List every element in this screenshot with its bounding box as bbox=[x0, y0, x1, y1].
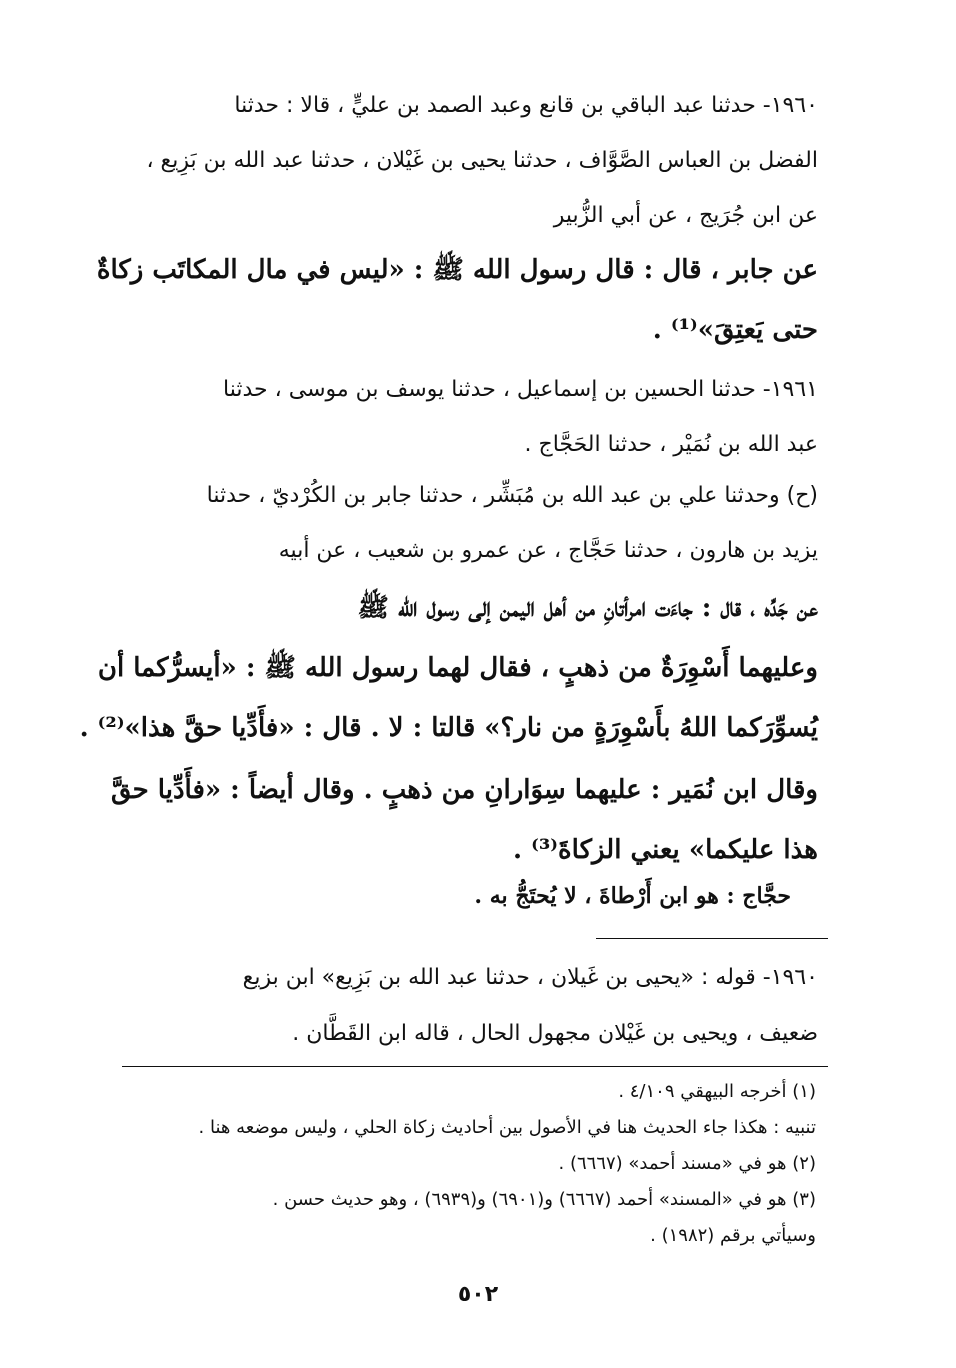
text-line: ١٩٦٠- حدثنا عبد الباقي بن قانع وعبد الصمد بن عليٍّ ، قالا : حدثنا bbox=[234, 93, 818, 118]
hadith-1961-variant bbox=[110, 760, 818, 880]
footnote-rule bbox=[122, 1066, 828, 1067]
footnote-2: (٢) هو في «مسند أحمد» (٦٦٦٧) . bbox=[558, 1153, 816, 1174]
annotation-1960 bbox=[128, 950, 818, 1062]
hadith-1961-matn bbox=[79, 578, 818, 758]
text-line: ١٩٦١- حدثنا الحسين بن إسماعيل ، حدثنا يوسف بن موسى ، حدثنا bbox=[223, 377, 818, 402]
hadith-1961-isnad-alt bbox=[128, 468, 818, 578]
text-line: عبد الله بن نُمَيْر ، حدثنا الحَجَّاج . bbox=[524, 432, 818, 457]
text-line: وقال ابن نُمَير : عليهما سِوَارانِ من ذهبٍ . وقال أيضاً : «فأَدِّيا حقَّ bbox=[110, 775, 818, 805]
page-number: ٥٠٢ bbox=[457, 1282, 499, 1307]
text-line: عن جابر ، قال : قال رسول الله ﷺ : «ليس في مال المكاتَب زكاةٌ bbox=[96, 255, 818, 285]
footnotes bbox=[116, 1074, 816, 1254]
hadith-1960-matn bbox=[96, 240, 818, 360]
text-line: وعليهما أَسْوِرَةٌ من ذهبٍ ، فقال لهما رسول الله ﷺ : «أيسرُّكما أن bbox=[97, 653, 818, 683]
text-line: يزيد بن هارون ، حدثنا حَجَّاج ، عن عمرو بن شعيب ، عن أبيه bbox=[278, 538, 818, 563]
text-line: ضعيف ، ويحيى بن غَيْلان مجهول الحال ، قاله ابن القَطَّان . bbox=[292, 1021, 818, 1046]
text-line: ١٩٦٠- قوله : «يحيى بن غَيلان ، حدثنا عبد الله بن بَزِيع» ابن بزيع bbox=[242, 965, 818, 990]
hadith-1960-isnad bbox=[128, 78, 818, 243]
footnote-3-cont: وسيأتي برقم (١٩٨٢) . bbox=[650, 1225, 816, 1246]
text-line: عن ابن جُرَيج ، عن أبي الزُّبير bbox=[553, 203, 818, 228]
text-line: الفضل بن العباس الصَّوَّاف ، حدثنا يحيى بن غَيْلان ، حدثنا عبد الله بن بَزِيع ، bbox=[146, 148, 818, 173]
text-line: حجَّاج : هو ابن أَرْطاةَ ، لا يُحتَجُّ به . bbox=[474, 883, 791, 909]
text-line: (ح) وحدثنا علي بن عبد الله بن مُبَشِّر ، حدثنا جابر بن الكُرْديّ ، حدثنا bbox=[206, 483, 818, 508]
footnote-1: (١) أخرجه البيهقي ٤/١٠٩ . bbox=[618, 1081, 816, 1102]
footnote-note: تنبيه : هكذا جاء الحديث هنا في الأصول بين أحاديث زكاة الحلي ، وليس موضعه هنا . bbox=[198, 1117, 816, 1138]
hadith-1961-isnad bbox=[128, 362, 818, 472]
text-line: هذا عليكما» يعني الزكاةَ⁽³⁾ . bbox=[513, 835, 818, 865]
hadith-1961-comment bbox=[128, 866, 791, 926]
text-line: حتى يَعتِقَ»⁽¹⁾ . bbox=[652, 315, 818, 345]
text-line: عن جَدِّه ، قال : جاءَت امرأتانِ من أهل اليمن إلى رسول الله ﷺ bbox=[357, 593, 818, 623]
separator-rule bbox=[596, 938, 828, 939]
footnote-3: (٣) هو في «المسند» أحمد (٦٦٦٧) و(٦٩٠١) و(٦٩٣٩) ، وهو حديث حسن . bbox=[272, 1189, 816, 1210]
text-line: يُسوِّرَكما اللهُ بأَسْوِرَةٍ من نار؟» قالتا : لا . قال : «فأَدِّيا حقَّ هذا»⁽²⁾ . bbox=[79, 713, 818, 743]
